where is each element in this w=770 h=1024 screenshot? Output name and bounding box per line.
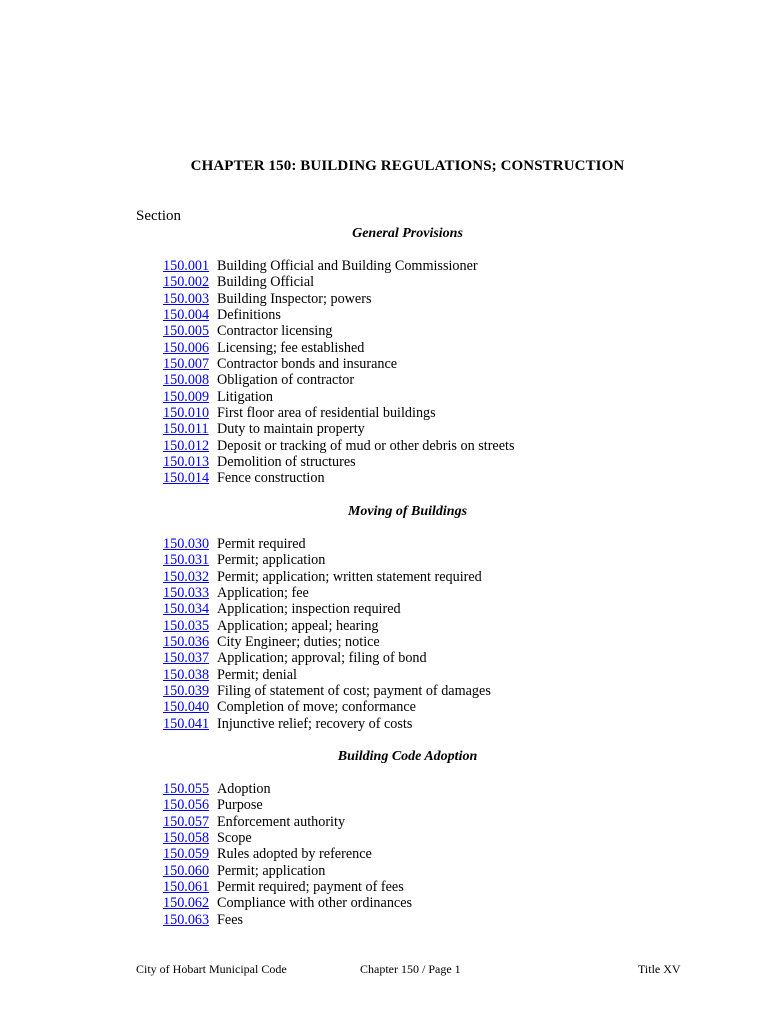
section-number-link[interactable]: 150.001 [163, 258, 210, 274]
section-title: Completion of move; conformance [217, 699, 416, 716]
section-number-link[interactable]: 150.058 [163, 830, 210, 847]
section-title: Fees [217, 911, 244, 928]
chapter-title: CHAPTER 150: BUILDING REGULATIONS; CONSTRUCTION [190, 158, 625, 174]
section-title: Adoption [217, 781, 271, 797]
section-number-link[interactable]: 150.010 [163, 405, 210, 422]
section-number-link[interactable]: 150.061 [163, 879, 210, 896]
section-entry [163, 797, 412, 813]
section-number-link[interactable]: 150.033 [163, 585, 210, 602]
section-title: Purpose [217, 797, 263, 814]
section-entry [163, 879, 412, 895]
section-title: Enforcement authority [217, 813, 346, 830]
section-entry [163, 895, 412, 911]
section-title: Permit; application; written statement required [217, 568, 482, 585]
section-title: Application; fee [217, 585, 309, 602]
section-entry [163, 781, 412, 797]
section-number-link[interactable]: 150.062 [163, 895, 210, 912]
section-entry [163, 552, 491, 568]
section-number-link[interactable]: 150.055 [163, 781, 210, 797]
section-entry [163, 372, 514, 388]
section-title: First floor area of residential buildings [217, 405, 436, 422]
section-title: Rules adopted by reference [217, 846, 372, 863]
section-number-link[interactable]: 150.008 [163, 372, 210, 389]
section-title: Scope [217, 830, 252, 847]
section-entry [163, 830, 412, 846]
section-number-link[interactable]: 150.056 [163, 797, 210, 814]
section-title: Permit; denial [217, 666, 297, 683]
section-title: Contractor bonds and insurance [217, 356, 398, 373]
section-entry [163, 307, 514, 323]
section-entry [163, 405, 514, 421]
section-title: Permit; application [217, 552, 326, 569]
group-heading-building-code-adoption: Building Code Adoption [337, 749, 478, 764]
section-title: Compliance with other ordinances [217, 895, 413, 912]
section-title: Litigation [217, 388, 273, 405]
section-title: Building Official and Building Commissioner [217, 258, 478, 274]
section-title: Permit; application [217, 862, 326, 879]
section-number-link[interactable]: 150.007 [163, 356, 210, 373]
section-entry [163, 291, 514, 307]
section-entry [163, 814, 412, 830]
section-list-moving-of-buildings [163, 536, 491, 732]
section-title: Application; inspection required [217, 601, 401, 618]
section-number-link[interactable]: 150.040 [163, 699, 210, 716]
section-entry [163, 536, 491, 552]
section-entry [163, 716, 491, 732]
section-number-link[interactable]: 150.003 [163, 290, 210, 307]
section-entry [163, 618, 491, 634]
section-number-link[interactable]: 150.031 [163, 552, 210, 569]
section-number-link[interactable]: 150.037 [163, 650, 210, 667]
section-title: Building Inspector; powers [217, 290, 372, 307]
section-title: Obligation of contractor [217, 372, 355, 389]
section-number-link[interactable]: 150.038 [163, 666, 210, 683]
section-number-link[interactable]: 150.002 [163, 274, 210, 291]
section-entry [163, 699, 491, 715]
section-number-link[interactable]: 150.057 [163, 813, 210, 830]
section-title: Deposit or tracking of mud or other debris on streets [217, 437, 515, 454]
section-number-link[interactable]: 150.030 [163, 536, 210, 552]
section-entry [163, 340, 514, 356]
footer-page-number: Chapter 150 / Page 1 [360, 962, 461, 976]
section-title: Permit required; payment of fees [217, 879, 404, 896]
section-entry [163, 274, 514, 290]
section-number-link[interactable]: 150.034 [163, 601, 210, 618]
section-entry [163, 683, 491, 699]
section-entry [163, 389, 514, 405]
section-number-link[interactable]: 150.013 [163, 454, 210, 471]
section-number-link[interactable]: 150.060 [163, 862, 210, 879]
group-heading-moving-of-buildings: Moving of Buildings [347, 504, 468, 519]
section-number-link[interactable]: 150.059 [163, 846, 210, 863]
section-title: Demolition of structures [217, 454, 356, 471]
section-list-building-code-adoption [163, 781, 412, 928]
section-entry [163, 863, 412, 879]
section-title: Contractor licensing [217, 323, 333, 340]
section-title: Duty to maintain property [217, 421, 365, 438]
section-entry [163, 356, 514, 372]
section-title: Permit required [217, 536, 306, 552]
group-heading-general-provisions: General Provisions [352, 226, 463, 241]
section-number-link[interactable]: 150.005 [163, 323, 210, 340]
section-number-link[interactable]: 150.006 [163, 339, 210, 356]
section-number-link[interactable]: 150.039 [163, 683, 210, 700]
section-entry [163, 438, 514, 454]
section-entry [163, 912, 412, 928]
section-number-link[interactable]: 150.014 [163, 470, 210, 487]
section-title: Fence construction [217, 470, 325, 487]
section-number-link[interactable]: 150.041 [163, 715, 210, 732]
section-number-link[interactable]: 150.032 [163, 568, 210, 585]
footer-title: Title XV [638, 962, 681, 976]
section-title: Filing of statement of cost; payment of damages [217, 683, 491, 700]
section-number-link[interactable]: 150.012 [163, 437, 210, 454]
section-number-link[interactable]: 150.009 [163, 388, 210, 405]
section-list-general-provisions [163, 258, 514, 487]
section-entry [163, 846, 412, 862]
section-entry [163, 569, 491, 585]
section-title: Building Official [217, 274, 315, 291]
section-title: Definitions [217, 307, 281, 324]
section-number-link[interactable]: 150.004 [163, 307, 210, 324]
section-entry [163, 470, 514, 486]
section-entry [163, 601, 491, 617]
section-entry [163, 454, 514, 470]
section-entry [163, 421, 514, 437]
section-entry [163, 323, 514, 339]
section-title: Injunctive relief; recovery of costs [217, 715, 413, 732]
section-number-link[interactable]: 150.063 [163, 911, 210, 928]
section-title: Application; appeal; hearing [217, 617, 379, 634]
section-title: Licensing; fee established [217, 339, 365, 356]
section-label: Section [136, 208, 181, 224]
section-title: City Engineer; duties; notice [217, 634, 380, 651]
footer-code-name: City of Hobart Municipal Code [136, 962, 287, 976]
section-title: Application; approval; filing of bond [217, 650, 427, 667]
section-number-link[interactable]: 150.036 [163, 634, 210, 651]
section-entry [163, 585, 491, 601]
section-entry [163, 650, 491, 666]
section-entry [163, 258, 514, 274]
section-number-link[interactable]: 150.035 [163, 617, 210, 634]
section-number-link[interactable]: 150.011 [163, 421, 209, 438]
section-entry [163, 634, 491, 650]
section-entry [163, 667, 491, 683]
